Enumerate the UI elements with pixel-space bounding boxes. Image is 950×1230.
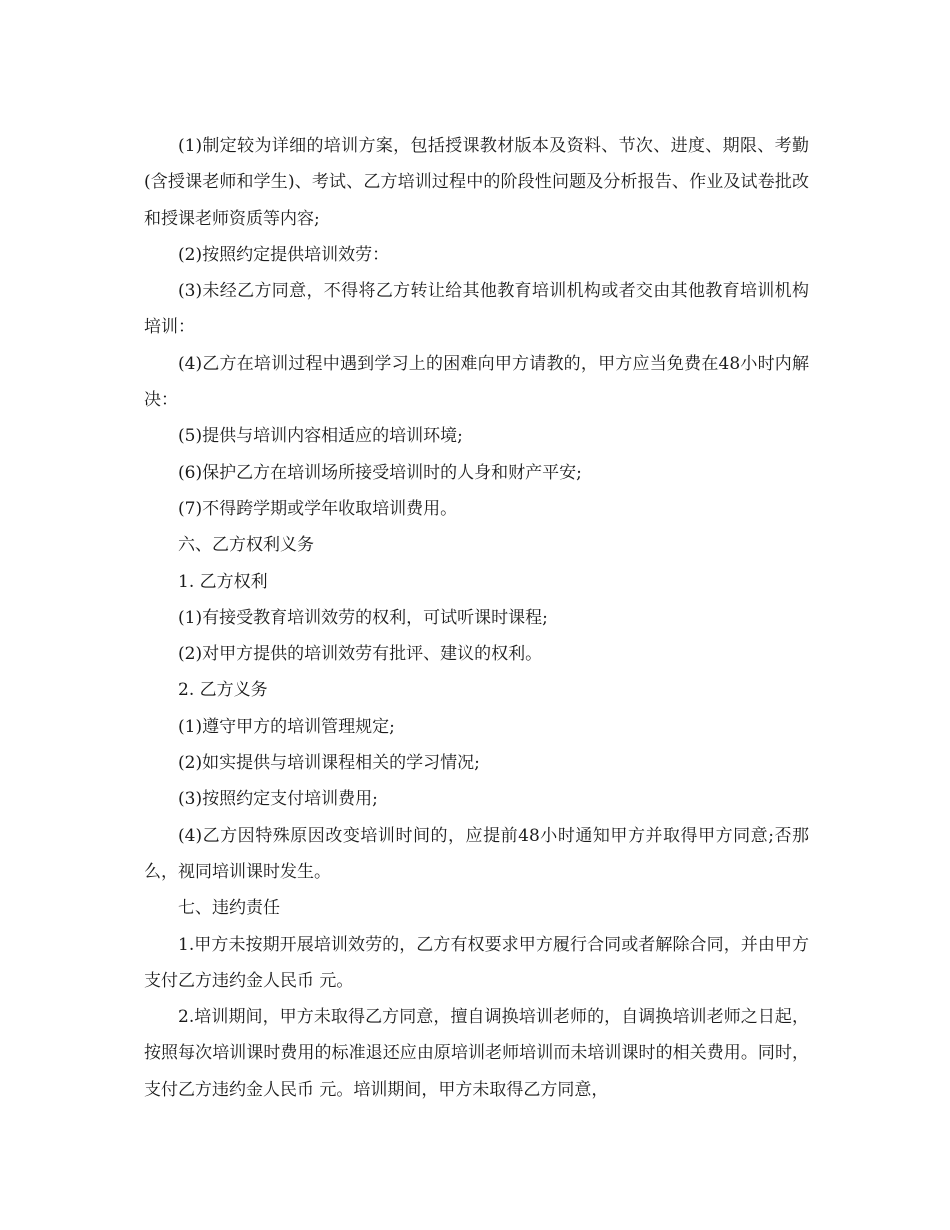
paragraph-duties-1: (1)遵守甲方的培训管理规定; <box>178 716 395 737</box>
paragraph-2: (2)按照约定提供培训效劳： <box>178 244 390 265</box>
section-heading-7: 七、违约责任 <box>178 898 280 919</box>
paragraph-breach-2: 2.培训期间，甲方未取得乙方同意，擅自调换培训老师的，自调换培训老师之日起，按照每次培训课时费用的标准退还应由原培训老师培训而未培训课时的相关费用。同时，支付乙方违约金人民币 元。培训期间，甲方未取得乙方同意， <box>144 1007 809 1100</box>
paragraph-4: (4)乙方在培训过程中遇到学习上的困难向甲方请教的，甲方应当免费在48小时内解决： <box>144 353 809 411</box>
paragraph-7: (7)不得跨学期或学年收取培训费用。 <box>178 498 458 519</box>
paragraph-1: (1)制定较为详细的培训方案，包括授课教材版本及资料、节次、进度、期限、考勤(含授课老师和学生)、考试、乙方培训过程中的阶段性问题及分析报告、作业及试卷批改和授课老师资质等内容; <box>144 136 809 229</box>
paragraph-6: (6)保护乙方在培训场所接受培训时的人身和财产平安; <box>178 462 582 483</box>
paragraph-breach-1: 1.甲方未按期开展培训效劳的，乙方有权要求甲方履行合同或者解除合同，并由甲方支付乙方违约金人民币 元。 <box>144 934 809 991</box>
document-body <box>144 128 809 1108</box>
paragraph-rights-1: (1)有接受教育培训效劳的权利，可试听课时课程; <box>178 607 548 628</box>
paragraph-rights-2: (2)对甲方提供的培训效劳有批评、建议的权利。 <box>178 644 543 665</box>
subsection-rights: 1. 乙方权利 <box>178 571 268 592</box>
section-heading-6: 六、乙方权利义务 <box>178 535 314 556</box>
paragraph-5: (5)提供与培训内容相适应的培训环境; <box>178 426 463 447</box>
paragraph-3: (3)未经乙方同意，不得将乙方转让给其他教育培训机构或者交由其他教育培训机构培训： <box>144 281 809 338</box>
paragraph-duties-3: (3)按照约定支付培训费用; <box>178 789 378 810</box>
paragraph-duties-2: (2)如实提供与培训课程相关的学习情况; <box>178 753 480 774</box>
subsection-duties: 2. 乙方义务 <box>178 680 268 701</box>
paragraph-duties-4: (4)乙方因特殊原因改变培训时间的，应提前48小时通知甲方并取得甲方同意;否那么，视同培训课时发生。 <box>144 825 809 882</box>
